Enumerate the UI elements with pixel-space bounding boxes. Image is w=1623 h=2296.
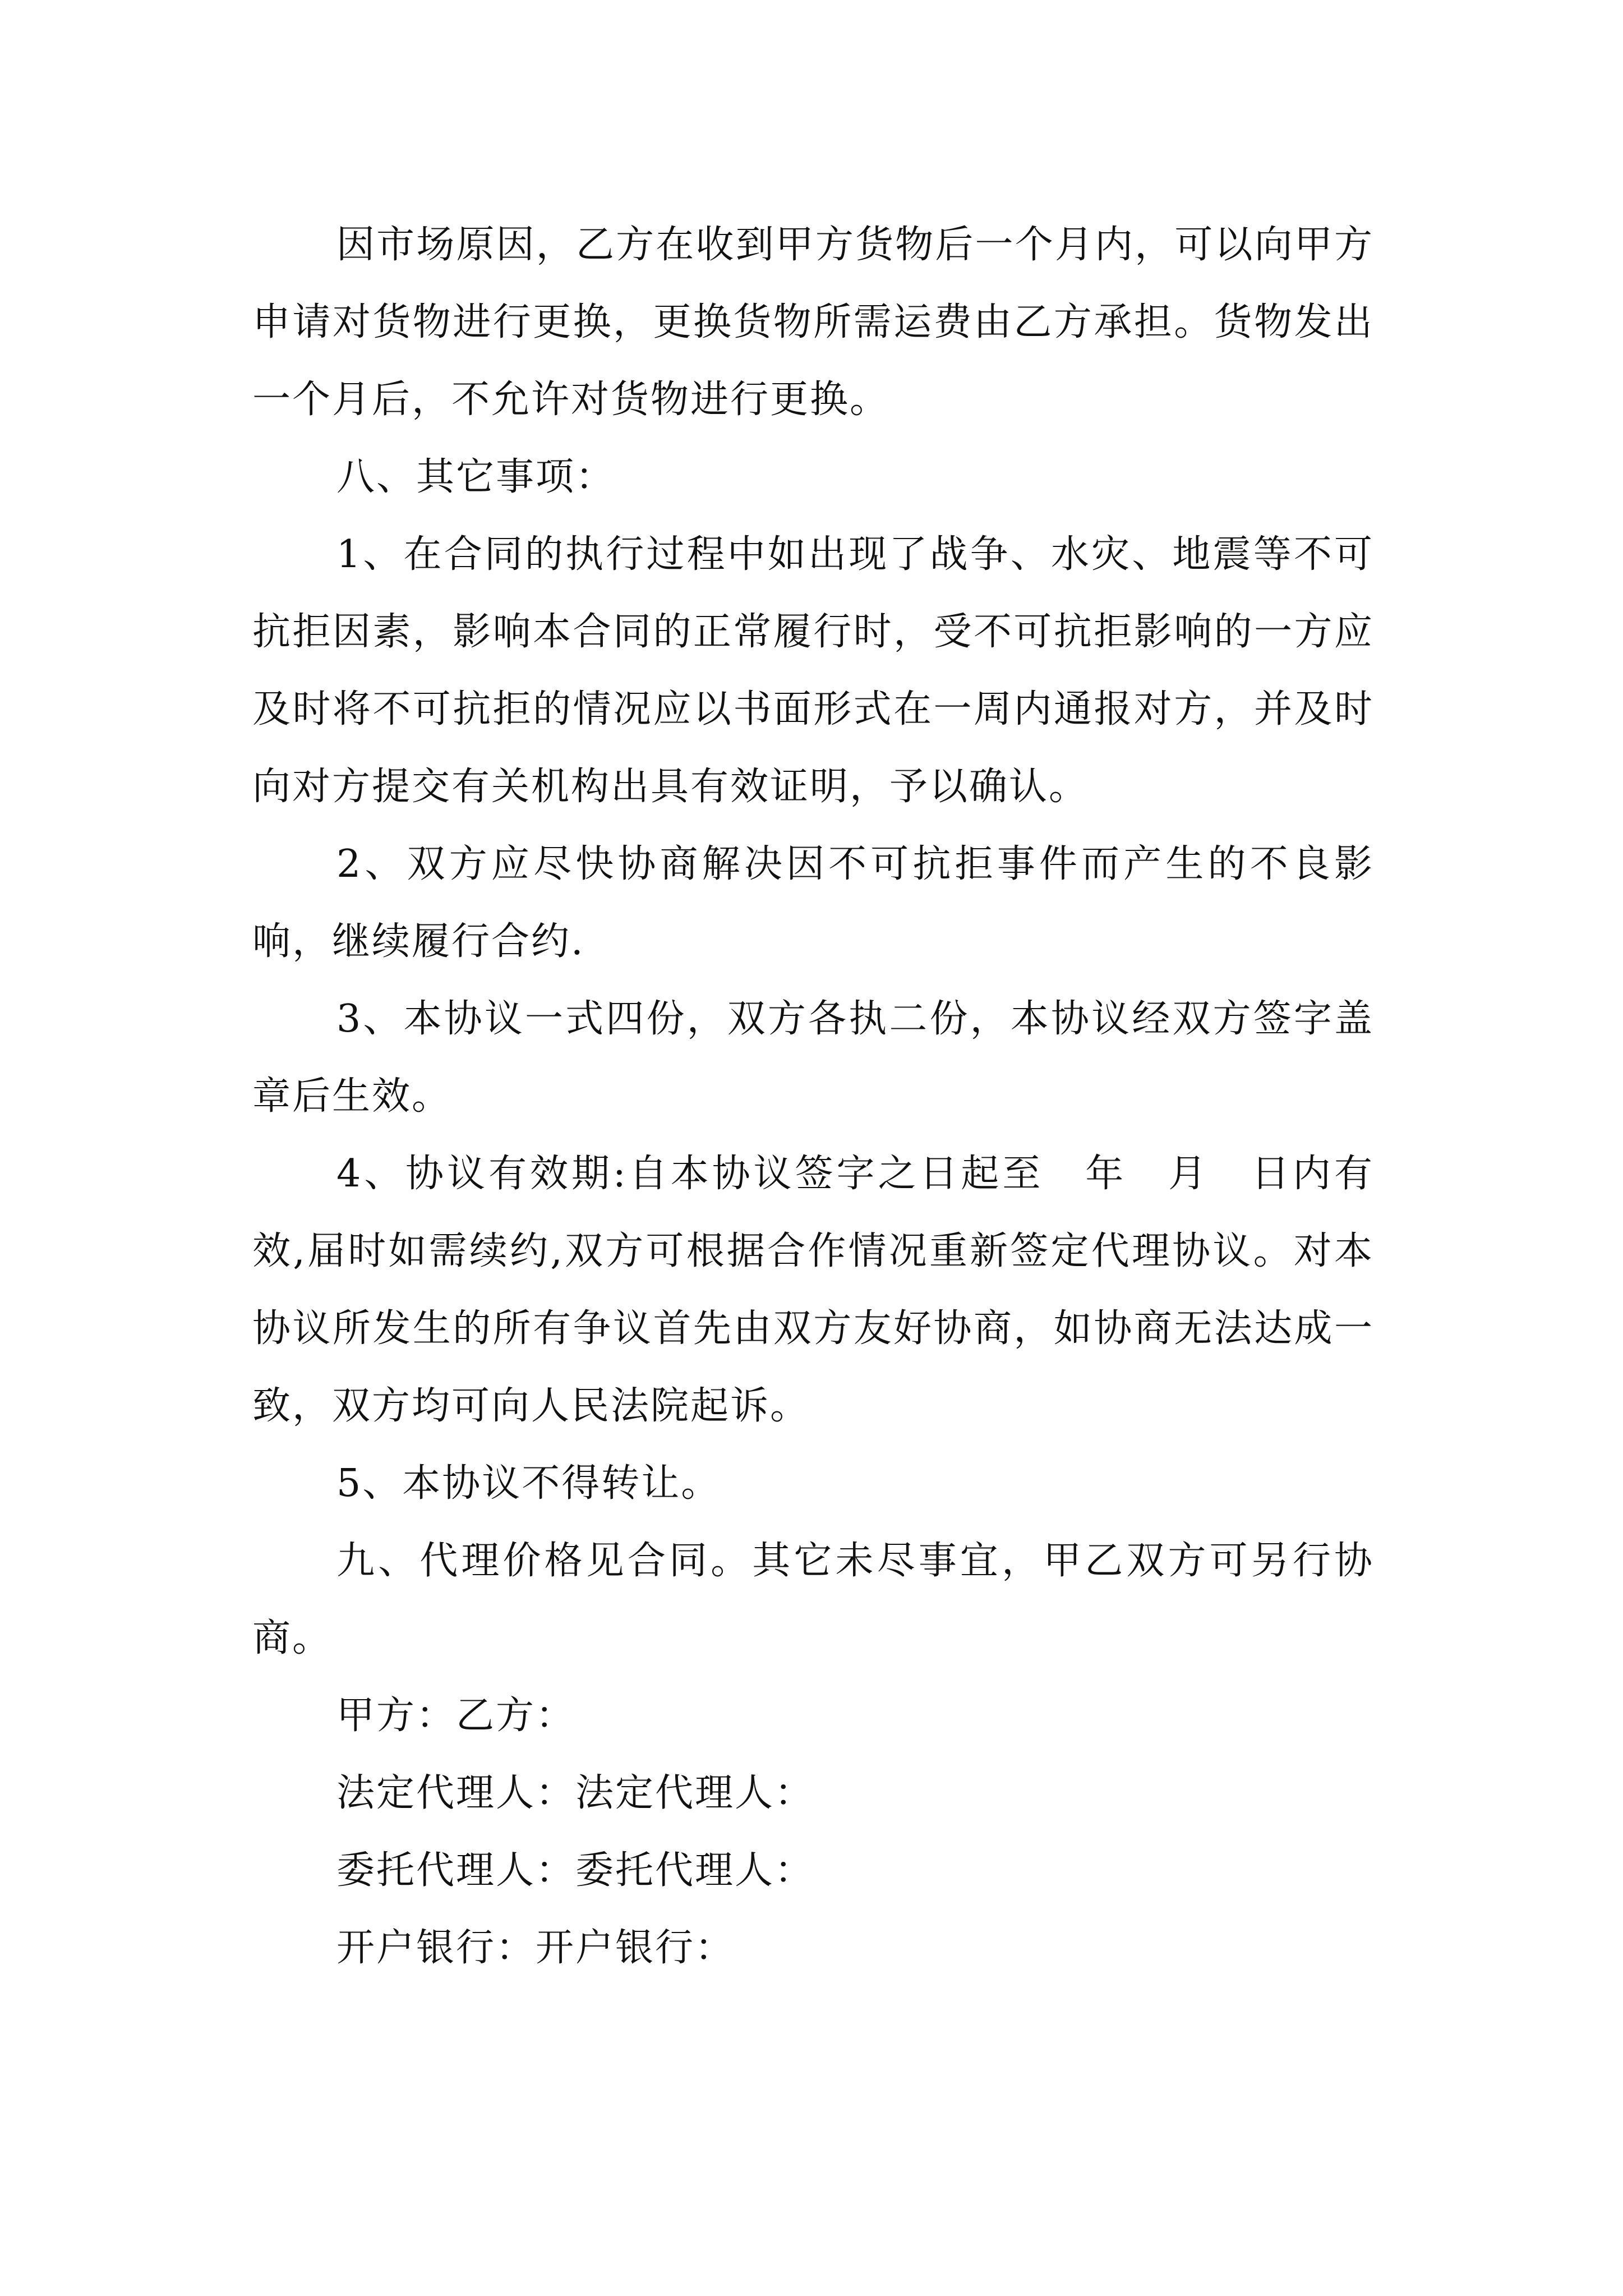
paragraph-return-policy: 因市场原因，乙方在收到甲方货物后一个月内，可以向甲方申请对货物进行更换，更换货物所需运费由乙方承担。货物发出一个月后，不允许对货物进行更换。 <box>252 223 1374 422</box>
signature-authorized-agent: 委托代理人：委托代理人： <box>336 1848 815 1893</box>
clause-force-majeure: 1、在合同的执行过程中如出现了战争、水灾、地震等不可抗拒因素，影响本合同的正常履行时，受不可抗拒影响的一方应及时将不可抗拒的情况应以书面形式在一周内通报对方，并及时向对方提交有关机构出具有效证明，予以确认。 <box>252 532 1374 809</box>
clause-validity: 4、协议有效期:自本协议签字之日起至 年 月 日内有效,届时如需续约,双方可根据合作情况重新签定代理协议。对本协议所发生的所有争议首先由双方友好协商，如协商无法达成一致，双方均可向人民法院起诉。 <box>252 1152 1374 1428</box>
signature-bank: 开户银行：开户银行： <box>336 1926 735 1970</box>
clause-negotiation: 2、双方应尽快协商解决因不可抗拒事件而产生的不良影响，继续履行合约. <box>252 842 1374 964</box>
clause-copies: 3、本协议一式四份，双方各执二份，本协议经双方签字盖章后生效。 <box>252 997 1374 1119</box>
document-body <box>252 206 1374 1987</box>
clause-non-transferable: 5、本协议不得转让。 <box>336 1461 721 1506</box>
section-heading-other-matters: 八、其它事项： <box>336 455 616 499</box>
signature-parties: 甲方：乙方： <box>336 1694 576 1738</box>
section-heading-agency-price: 九、代理价格见合同。其它未尽事宜，甲乙双方可另行协商。 <box>252 1539 1374 1660</box>
signature-legal-representative: 法定代理人：法定代理人： <box>336 1771 815 1815</box>
